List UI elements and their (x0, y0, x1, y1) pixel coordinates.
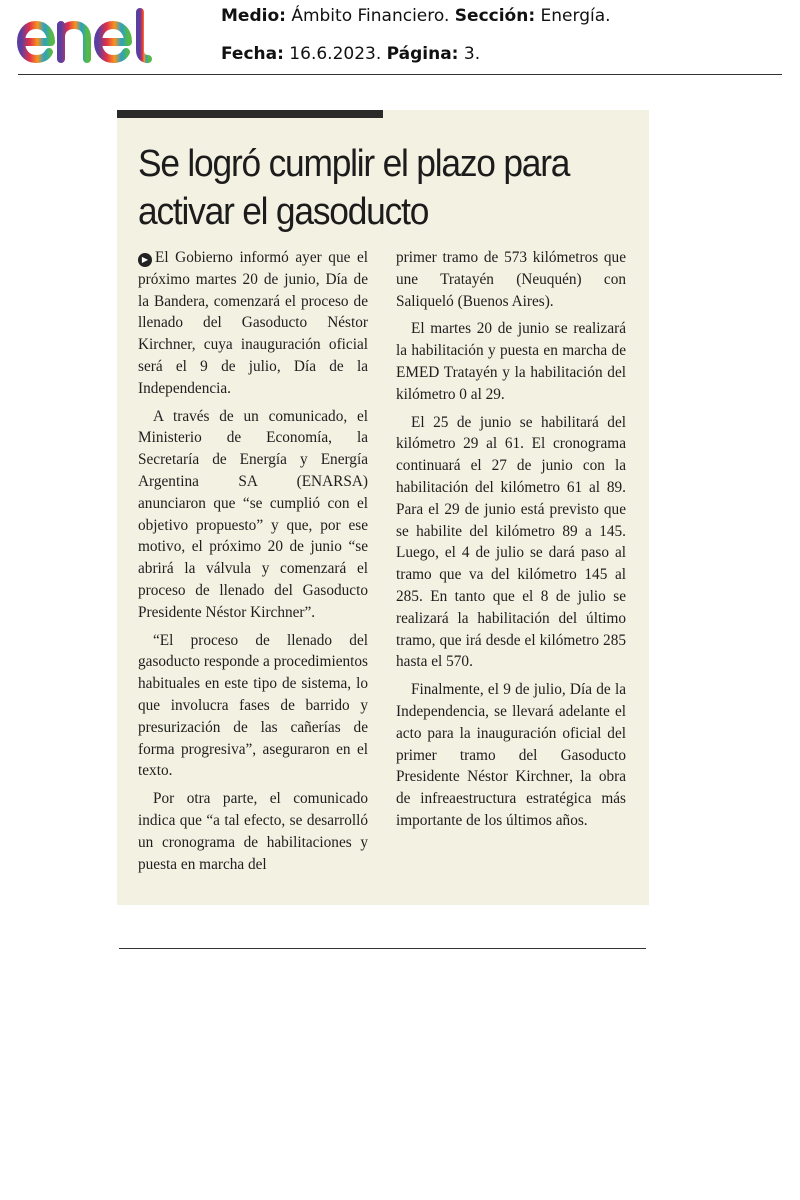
header-meta-line-2 (221, 44, 480, 64)
article-paragraph-3: “El proceso de llenado del gasoducto responde a procedimientos habituales en este tipo de sistema, lo que involucra fases de barrido y presurización de las cañerías de forma progresiva”, aseguraron en el texto. (138, 631, 368, 780)
fecha-label: Fecha: (221, 44, 284, 64)
article-headline: Se logró cumplir el plazo para activar el gasoducto (138, 143, 570, 233)
enel-logo-icon (14, 4, 182, 68)
medio-value: Ámbito Financiero. (285, 6, 455, 26)
article-column-left (138, 247, 368, 881)
fecha-value: 16.6.2023. (283, 44, 387, 64)
seccion-label: Sección: (454, 6, 536, 26)
seccion-value: Energía. (535, 6, 611, 26)
article-paragraph-4-continued: primer tramo de 573 kilómetros que une Tratayén (Neuquén) con Saliqueló (Buenos Aires). (396, 249, 626, 310)
article-paragraph-4: Por otra parte, el comunicado indica que “a tal efecto, se desarrolló un cronograma de habilitaciones y puesta en marcha del (138, 790, 368, 873)
paragraph-text: El Gobierno informó ayer que el próximo martes 20 de junio, Día de la Bandera, comenzará el proceso de llenado del Gasoducto Néstor Kirchner, cuya inauguración oficial será el 9 de julio, Día de la Independencia. (138, 249, 368, 397)
article-paragraph-7: Finalmente, el 9 de julio, Día de la Independencia, se llevará adelante el acto para la inauguración oficial del primer tramo del Gasoducto Presidente Néstor Kirchner, la obra de infreaestructura estratégica más importante de los últimos años. (396, 681, 626, 829)
header-divider (18, 74, 782, 75)
pagina-value: 3. (458, 44, 481, 64)
pagina-label: Página: (386, 44, 459, 64)
footer-divider (119, 948, 646, 949)
article-paragraph-5: El martes 20 de junio se realizará la habilitación y puesta en marcha de EMED Tratayén y la habilitación del kilómetro 0 al 29. (396, 320, 626, 403)
medio-label: Medio: (221, 6, 286, 26)
header-meta-line-1 (221, 6, 611, 26)
article-paragraph-1 (138, 247, 368, 400)
article-paragraph-6: El 25 de junio se habilitará del kilómetro 29 al 61. El cronograma continuará el 27 de junio con la habilitación del kilómetro 61 al 89. Para el 29 de junio está previsto que se habilite del kilómetro 89 a 145. Luego, el 4 de julio se dará paso al tramo que va del kilómetro 145 al 285. En tanto que el 8 de julio se realizará la habilitación del último tramo, que irá desde el kilómetro 285 hasta el 570. (396, 413, 626, 671)
play-bullet-icon: ▶ (138, 253, 152, 267)
news-clipping (117, 110, 649, 905)
article-column-right (396, 247, 626, 838)
article-paragraph-2: A través de un comunicado, el Ministerio de Economía, la Secretaría de Energía y Energía Argentina SA (ENARSA) anunciaron que “se cumplió con el objetivo propuesto” y que, por ese motivo, el próximo 20 de junio “se abrirá la válvula y comenzará el proceso de llenado del Gasoducto Presidente Néstor Kirchner”. (138, 407, 368, 621)
clipping-top-bar (117, 110, 383, 118)
